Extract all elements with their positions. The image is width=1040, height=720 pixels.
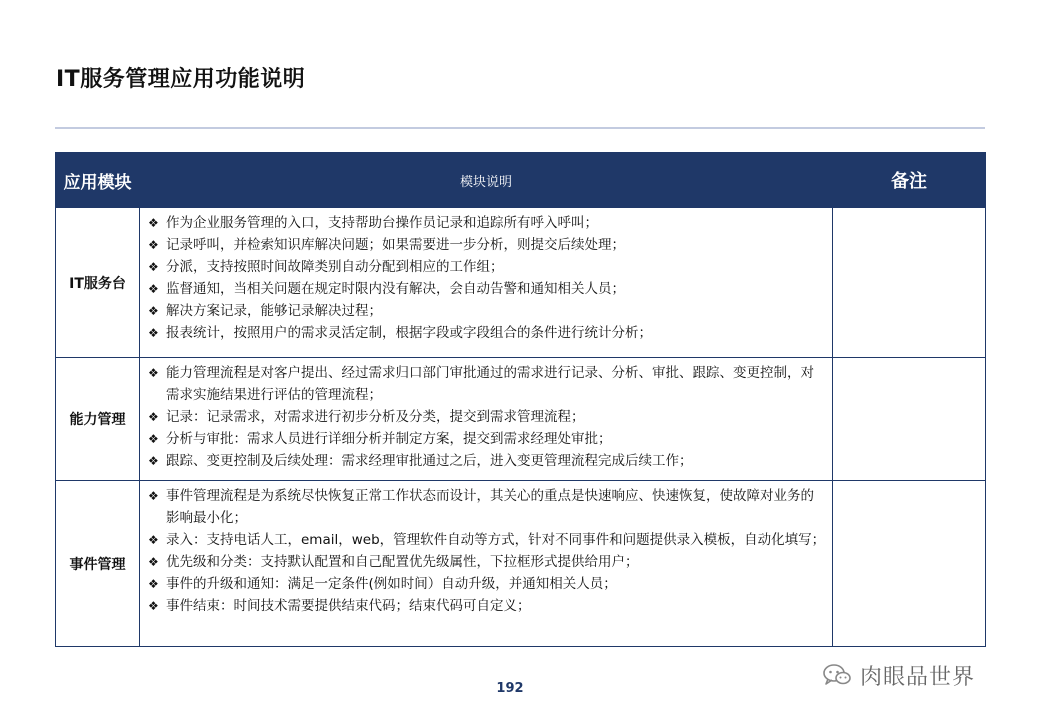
diamond-bullet-icon: ❖: [148, 555, 159, 569]
diamond-bullet-icon: ❖: [148, 454, 159, 468]
description-text: 分派，支持按照时间故障类别自动分配到相应的工作组；: [166, 259, 504, 275]
description-item: [148, 256, 826, 278]
table-row: [56, 358, 986, 481]
diamond-bullet-icon: ❖: [148, 260, 159, 274]
description-item: [148, 322, 826, 344]
module-name-cell: IT服务台: [56, 208, 140, 358]
description-text: 监督通知，当相关问题在规定时限内没有解决，会自动告警和通知相关人员；: [166, 281, 625, 297]
module-name-cell: 事件管理: [56, 481, 140, 647]
diamond-bullet-icon: ❖: [148, 326, 159, 340]
diamond-bullet-icon: ❖: [148, 599, 159, 613]
description-item: [148, 428, 826, 450]
description-item: [148, 529, 826, 551]
diamond-bullet-icon: ❖: [148, 410, 159, 424]
diamond-bullet-icon: ❖: [148, 304, 159, 318]
description-text: 解决方案记录，能够记录解决过程；: [166, 303, 382, 319]
header-note: 备注: [833, 153, 986, 208]
header-description: 模块说明: [140, 153, 833, 208]
diamond-bullet-icon: ❖: [148, 366, 159, 380]
page-title: IT服务管理应用功能说明: [56, 67, 306, 92]
diamond-bullet-icon: ❖: [148, 216, 159, 230]
module-description-cell: [140, 481, 833, 647]
note-cell: [833, 208, 986, 358]
description-text: 记录呼叫，并检索知识库解决问题；如果需要进一步分析，则提交后续处理；: [166, 237, 625, 253]
diamond-bullet-icon: ❖: [148, 282, 159, 296]
description-item: [148, 551, 826, 573]
description-text: 录入：支持电话人工，email，web，管理软件自动等方式，针对不同事件和问题提供录入模板，自动化填写；: [166, 532, 826, 548]
description-text: 跟踪、变更控制及后续处理：需求经理审批通过之后，进入变更管理流程完成后续工作；: [166, 453, 693, 469]
description-text: 能力管理流程是对客户提出、经过需求归口部门审批通过的需求进行记录、分析、审批、跟踪、变更控制，对需求实施结果进行评估的管理流程；: [166, 365, 814, 403]
description-text: 事件管理流程是为系统尽快恢复正常工作状态而设计，其关心的重点是快速响应、快速恢复，使故障对业务的影响最小化；: [166, 488, 814, 526]
title-divider: [55, 127, 985, 129]
description-item: [148, 573, 826, 595]
description-item: [148, 406, 826, 428]
diamond-bullet-icon: ❖: [148, 432, 159, 446]
description-text: 事件的升级和通知：满足一定条件(例如时间）自动升级，并通知相关人员；: [166, 576, 617, 592]
description-item: [148, 300, 826, 322]
table-row: [56, 208, 986, 358]
note-cell: [833, 358, 986, 481]
table-body: [56, 208, 986, 647]
table-row: [56, 481, 986, 647]
description-item: [148, 234, 826, 256]
description-text: 报表统计，按照用户的需求灵活定制，根据字段或字段组合的条件进行统计分析；: [166, 325, 652, 341]
description-item: [148, 595, 826, 617]
description-item: [148, 278, 826, 300]
diamond-bullet-icon: ❖: [148, 489, 159, 503]
description-text: 分析与审批：需求人员进行详细分析并制定方案，提交到需求经理处审批；: [166, 431, 612, 447]
description-text: 事件结束：时间技术需要提供结束代码；结束代码可自定义；: [166, 598, 531, 614]
description-item: [148, 212, 826, 234]
header-module: 应用模块: [56, 153, 140, 208]
description-item: [148, 450, 826, 472]
table-header-row: [56, 153, 986, 208]
watermark: [822, 657, 975, 693]
module-description-cell: [140, 208, 833, 358]
module-description-cell: [140, 358, 833, 481]
diamond-bullet-icon: ❖: [148, 577, 159, 591]
description-text: 记录：记录需求，对需求进行初步分析及分类，提交到需求管理流程；: [166, 409, 585, 425]
description-text: 作为企业服务管理的入口，支持帮助台操作员记录和追踪所有呼入呼叫；: [166, 215, 598, 231]
description-text: 优先级和分类：支持默认配置和自己配置优先级属性，下拉框形式提供给用户；: [166, 554, 639, 570]
function-table: [55, 152, 986, 647]
wechat-icon: [822, 662, 852, 688]
note-cell: [833, 481, 986, 647]
diamond-bullet-icon: ❖: [148, 533, 159, 547]
description-item: [148, 362, 826, 406]
page-number: 192: [496, 681, 524, 696]
watermark-text: 肉眼品世界: [860, 664, 976, 690]
diamond-bullet-icon: ❖: [148, 238, 159, 252]
description-item: [148, 485, 826, 529]
module-name-cell: 能力管理: [56, 358, 140, 481]
